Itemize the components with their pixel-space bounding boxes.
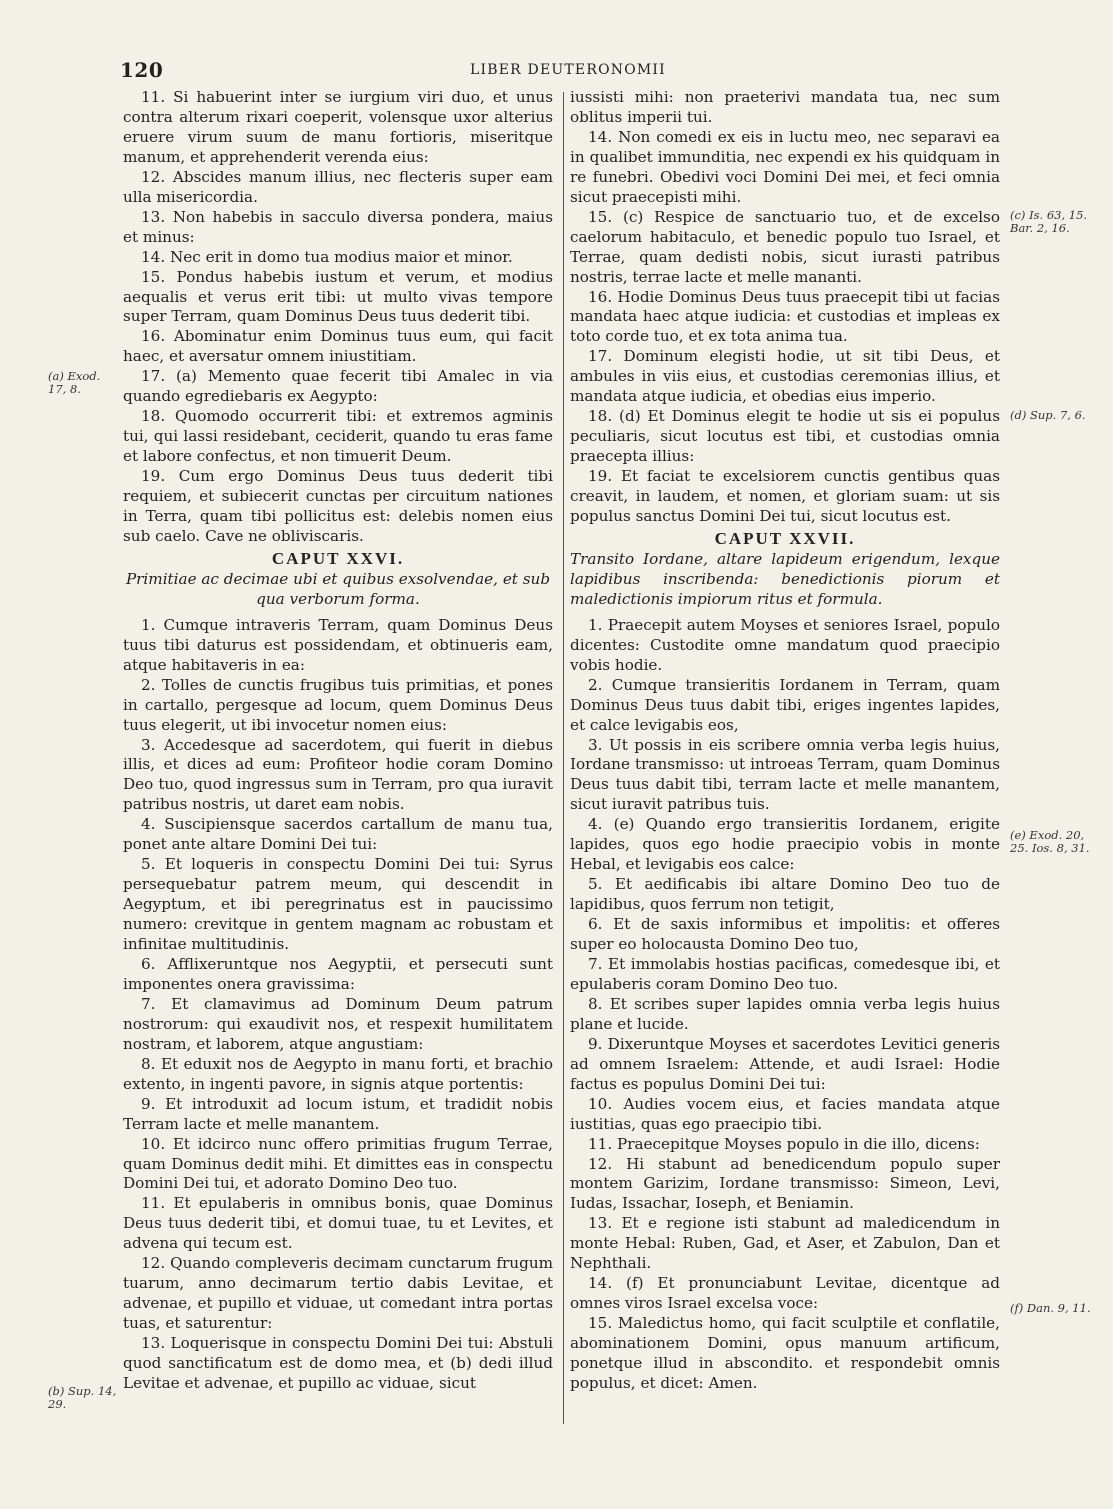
verse: 7. Et immolabis hostias pacificas, comedesque ibi, et epulaberis coram Domino Deo tuo. [570,954,1000,993]
chapter-title: CAPUT XXVI. [271,548,405,568]
margin-note: (b) Sup. 14, 29. [48,1384,117,1411]
verse: 1. Praecepit autem Moyses et seniores Israel, populo dicentes: Custodite omne mandatum quod praecipio vobis hodie. [570,615,1000,674]
verse: 18. Quomodo occurrerit tibi: et extremos agminis tui, qui lassi residebant, ceciderit, quando tu eras fame et labore confectus, et non timuerit Deum. [123,407,553,466]
verse: 19. Cum ergo Dominus Deus tuus dederit tibi requiem, et subiecerit cunctas per circuitum nationes in Terra, quam tibi pollicitus est: delebis nomen eius sub caelo. Cave ne obliviscaris. [123,467,553,545]
verse: 13. Loquerisque in conspectu Domini Dei tui: Abstuli quod sanctificatum est de domo mea, et (b) dedi illud Levitae et advenae, et pupillo ac viduae, sicut [123,1334,553,1392]
verse: 9. Dixeruntque Moyses et sacerdotes Levitici generis ad omnem Israelem: Attende, et audi Israel: Hodie factus es populus Domini Dei tui: [570,1034,1000,1093]
verse: 11. Et epulaberis in omnibus bonis, quae Dominus Deus tuus dederit tibi, et domui tuae, tu et Levites, et advena qui tecum est. [123,1194,553,1253]
verse: 17. Dominum elegisti hodie, ut sit tibi Deus, et ambules in viis eius, et custodias ceremonias illius, et mandata atque iudicia, et obedias eius imperio. [570,347,1000,406]
verse: 5. Et loqueris in conspectu Domini Dei tui: Syrus persequebatur patrem meum, qui descendit in Aegyptum, et ibi peregrinatus est in paucissimo numero: crevitque in gentem magnam ac robustam et infinitae multitudinis. [123,855,553,954]
verse: 14. Non comedi ex eis in luctu meo, nec separavi ea in qualibet immunditia, nec expendi ex his quidquam in re funebri. Obedivi voci Domini Dei mei, et feci omnia sicut praecepisti mihi. [570,127,1000,206]
verse: 6. Afflixeruntque nos Aegyptii, et persecuti sunt imponentes onera gravissima: [123,954,553,993]
verse: 11. Si habuerint inter se iurgium viri duo, et unus contra alterum rixari coeperit, volensque uxor alterius eruere virum suum de manu fortioris, miseritque manum, et apprehenderit verenda eius: [123,88,553,166]
verse: 4. Suscipiensque sacerdos cartallum de manu tua, ponet ante altare Domini Dei tui: [123,815,553,854]
page-number: 120 [120,58,164,82]
verse: 12. Hi stabunt ad benedicendum populo super montem Garizim, Iordane transmisso: Simeon, Levi, Iudas, Issachar, Ioseph, et Beniamin. [570,1154,1000,1213]
chapter-summary: Transito Iordane, altare lapideum erigendum, lexque lapidibus inscribenda: benedictionis piorum et maledictionis impiorum ritus et formula. [570,549,1000,608]
verse: 16. Abominatur enim Dominus tuus eum, qui facit haec, et aversatur omnem iniustitiam. [123,327,553,366]
verse: 2. Tolles de cunctis frugibus tuis primitias, et pones in cartallo, pergesque ad locum, quem Dominus Deus tuus elegerit, ut ibi invocetur nomen eius: [123,675,553,734]
verse: 8. Et scribes super lapides omnia verba legis huius plane et lucide. [570,994,1000,1033]
verse: 5. Et aedificabis ibi altare Domino Deo tuo de lapidibus, quos ferrum non tetigit, [570,875,1000,914]
verse: 8. Et eduxit nos de Aegypto in manu forti, et brachio extento, in ingenti pavore, in signis atque portentis: [123,1054,553,1093]
chapter-title: CAPUT XXVII. [714,528,856,548]
verse: 10. Et idcirco nunc offero primitias frugum Terrae, quam Dominus dedit mihi. Et dimittes eas in conspectu Domini Dei tui, et adorato Domino Deo tuo. [123,1134,553,1193]
margin-note: (f) Dan. 9, 11. [1010,1301,1091,1315]
verse: 10. Audies vocem eius, et facies mandata atque iustitias, quas ego praecipio tibi. [570,1094,1000,1133]
verse: 3. Ut possis in eis scribere omnia verba legis huius, Iordane transmisso: ut introeas Terram, quam Dominus Deus tuus dabit tibi, terram lacte et melle manantem, sicut iuravit patribus tuis. [570,735,1000,814]
verse: 7. Et clamavimus ad Dominum Deum patrum nostrorum: qui exaudivit nos, et respexit humilitatem nostram, et laborem, atque angustiam: [123,994,553,1053]
verse: 11. Praecepitque Moyses populo in die illo, dicens: [588,1134,980,1153]
verse: 12. Quando compleveris decimam cunctarum frugum tuarum, anno decimarum tertio dabis Levitae, et advenae, et pupillo et viduae, ut comedant intra portas tuas, et saturentur: [123,1254,553,1333]
verse: 18. (d) Et Dominus elegit te hodie ut sis ei populus peculiaris, sicut locutus est tibi, et custodias omnia praecepta illius: [570,407,1000,466]
verse: 15. (c) Respice de sanctuario tuo, et de excelso caelorum habitaculo, et benedic populo tuo Israel, et Terrae, quam dedisti nobis, sicut iurasti patribus nostris, terrae lacte et melle mananti. [570,207,1000,286]
verse: 6. Et de saxis informibus et impolitis: et offeres super eo holocausta Domino Deo tuo, [570,915,1000,954]
left-column [123,88,553,1394]
margin-note: (e) Exod. 20, 25. Ios. 8, 31. [1010,828,1090,855]
verse: 3. Accedesque ad sacerdotem, qui fuerit in diebus illis, et dices ad eum: Profiteor hodie coram Domino Deo tuo, quod ingressus sum in Terram, pro qua iuravit patribus nostris, ut daret eam nobis. [123,735,553,814]
verse: 14. (f) Et pronunciabunt Levitae, dicentque ad omnes viros Israel excelsa voce: [570,1274,1000,1313]
verse: 12. Abscides manum illius, nec flecteris super eam ulla misericordia. [123,167,553,206]
verse: 13. Non habebis in sacculo diversa pondera, maius et minus: [123,207,553,246]
verse: 9. Et introduxit ad locum istum, et tradidit nobis Terram lacte et melle manantem. [123,1094,553,1133]
chapter-summary: Primitiae ac decimae ubi et quibus exsolvendae, et sub qua verborum forma. [125,569,551,608]
verse: 19. Et faciat te excelsiorem cunctis gentibus quas creavit, in laudem, et nomen, et gloriam suam: ut sis populus sanctus Domini Dei tui, sicut locutus est. [570,467,1000,526]
running-head: LIBER DEUTERONOMII [470,62,666,78]
verse: 16. Hodie Dominus Deus tuus praecepit tibi ut facias mandata haec atque iudicia: et custodias et impleas ex toto corde tuo, et ex tota anima tua. [570,287,1000,346]
verse: 2. Cumque transieritis Iordanem in Terram, quam Dominus Deus tuus dabit tibi, eriges ingentes lapides, et calce levigabis eos, [570,675,1000,734]
verse: iussisti mihi: non praeterivi mandata tua, nec sum oblitus imperii tui. [570,88,1000,126]
verse: 15. Maledictus homo, qui facit sculptile et conflatile, abominationem Domini, opus manuum artificum, ponetque illud in abscondito. et respondebit omnis populus, et dicet: Amen. [570,1314,1000,1392]
verse: 13. Et e regione isti stabunt ad maledicendum in monte Hebal: Ruben, Gad, et Aser, et Zabulon, Dan et Nephthali. [570,1214,1000,1273]
margin-note: (a) Exod. 17, 8. [48,369,101,396]
margin-note: (c) Is. 63, 15. Bar. 2, 16. [1010,208,1088,235]
verse: 17. (a) Memento quae fecerit tibi Amalec in via quando egrediebaris ex Aegypto: [123,367,553,406]
verse: 15. Pondus habebis iustum et verum, et modius aequalis et verus erit tibi: ut multo vivas tempore super Terram, quam Dominus Deus tuus dederit tibi. [123,267,553,326]
margin-note: (d) Sup. 7, 6. [1010,408,1086,422]
right-column [570,88,1000,1394]
verse: 1. Cumque intraveris Terram, quam Dominus Deus tuus tibi daturus est possidendam, et obtinueris eam, atque habitaveris in ea: [123,615,553,674]
verse: 4. (e) Quando ergo transieritis Iordanem, erigite lapides, quos ego hodie praecipio vobis in monte Hebal, et levigabis eos calce: [570,815,1000,874]
verse: 14. Nec erit in domo tua modius maior et minor. [141,247,513,266]
column-divider [563,92,564,1424]
